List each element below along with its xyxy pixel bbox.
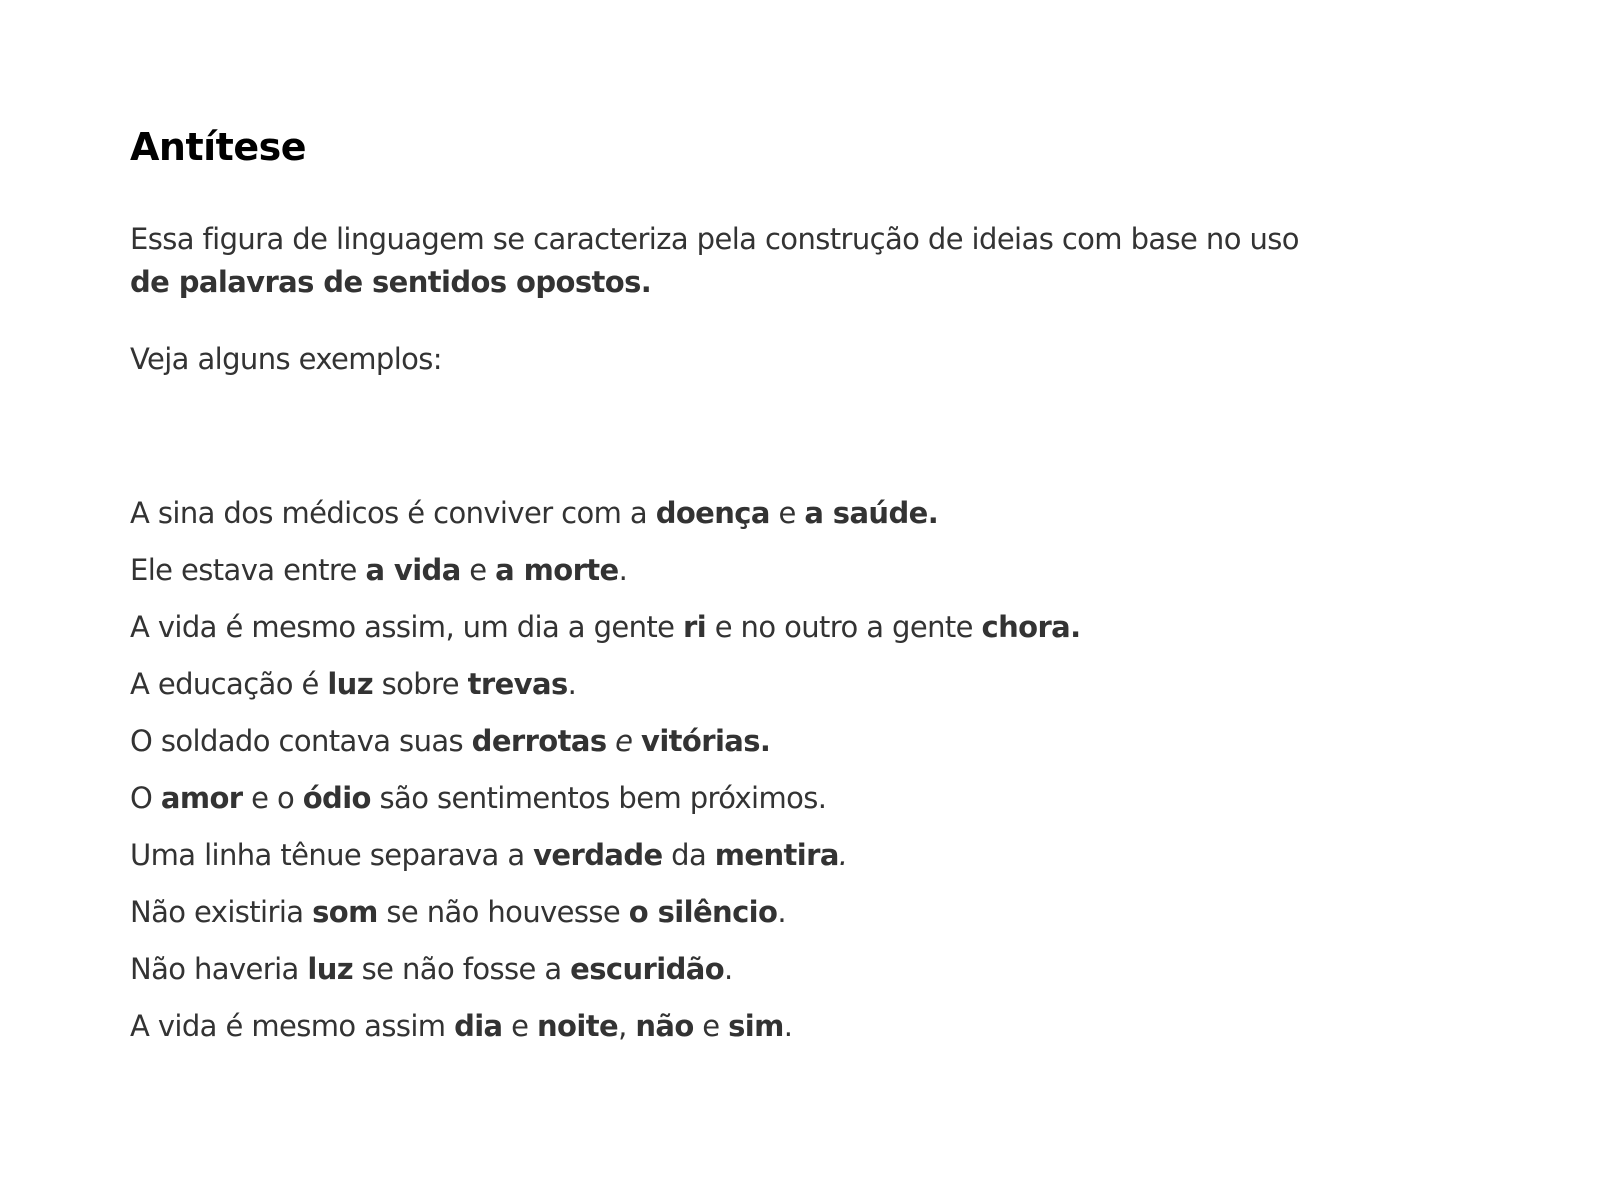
example-emphasis: vitórias. (641, 724, 771, 758)
example-text: se não fosse a (353, 952, 571, 986)
example-item (130, 656, 1330, 713)
example-text: A educação é (130, 667, 328, 701)
example-text: da (662, 838, 715, 872)
article (130, 124, 1330, 1055)
example-item (130, 827, 1330, 884)
example-text: O soldado contava suas (130, 724, 472, 758)
example-emphasis: não (635, 1009, 694, 1043)
example-text: e (615, 724, 633, 758)
example-text: sobre (373, 667, 468, 701)
example-text: Ele estava entre (130, 553, 366, 587)
example-text: e no outro a gente (706, 610, 982, 644)
example-text: . (777, 895, 786, 929)
page-title: Antítese (130, 125, 306, 169)
example-text: e o (242, 781, 303, 815)
example-item (130, 599, 1330, 656)
example-text: . (838, 838, 848, 872)
example-text: . (783, 1009, 793, 1043)
example-text: e (502, 1009, 538, 1043)
example-text: Uma linha tênue separava a (130, 838, 534, 872)
example-emphasis: luz (327, 667, 374, 701)
example-text (607, 724, 616, 758)
example-emphasis: mentira (714, 838, 839, 872)
example-text (632, 724, 641, 758)
example-emphasis: escuridão (570, 952, 725, 986)
example-emphasis: amor (160, 781, 243, 815)
example-emphasis: luz (307, 952, 354, 986)
example-emphasis: trevas (467, 667, 568, 701)
example-item (130, 542, 1330, 599)
example-emphasis: doença (655, 496, 770, 530)
example-text: . (724, 952, 733, 986)
examples-list (130, 485, 1330, 1055)
example-item (130, 941, 1330, 998)
example-emphasis: dia (454, 1009, 503, 1043)
example-emphasis: ri (683, 610, 707, 644)
example-emphasis: o silêncio (628, 895, 778, 929)
intro-emphasis: de palavras de sentidos opostos. (130, 265, 652, 299)
example-text: e (769, 496, 805, 530)
example-item (130, 770, 1330, 827)
example-emphasis: a morte (495, 553, 619, 587)
example-emphasis: derrotas (471, 724, 607, 758)
example-text: O (130, 781, 161, 815)
example-item (130, 998, 1330, 1055)
example-text: se não houvesse (377, 895, 629, 929)
example-text: . (618, 553, 628, 587)
examples-lead: Veja alguns exemplos: (130, 342, 442, 376)
example-emphasis: a saúde. (804, 496, 939, 530)
example-text: . (567, 667, 577, 701)
example-emphasis: ódio (302, 781, 371, 815)
example-item (130, 884, 1330, 941)
example-emphasis: verdade (533, 838, 663, 872)
example-text: A sina dos médicos é conviver com a (130, 496, 656, 530)
example-item (130, 713, 1330, 770)
example-emphasis: som (312, 895, 378, 929)
example-emphasis: a vida (365, 553, 461, 587)
example-text: A vida é mesmo assim, um dia a gente (130, 610, 684, 644)
example-text: Não haveria (130, 952, 308, 986)
example-emphasis: sim (728, 1009, 784, 1043)
example-text: e (693, 1009, 729, 1043)
example-text: são sentimentos bem próximos. (370, 781, 827, 815)
example-text: e (460, 553, 496, 587)
example-text: Não existiria (130, 895, 313, 929)
example-item (130, 485, 1330, 542)
intro-text: Essa figura de linguagem se caracteriza pela construção de ideias com base no uso (130, 222, 1299, 256)
intro-paragraph (130, 218, 1330, 304)
example-text: , (618, 1009, 636, 1043)
example-emphasis: chora. (981, 610, 1081, 644)
example-text: A vida é mesmo assim (130, 1009, 455, 1043)
example-emphasis: noite (537, 1009, 619, 1043)
